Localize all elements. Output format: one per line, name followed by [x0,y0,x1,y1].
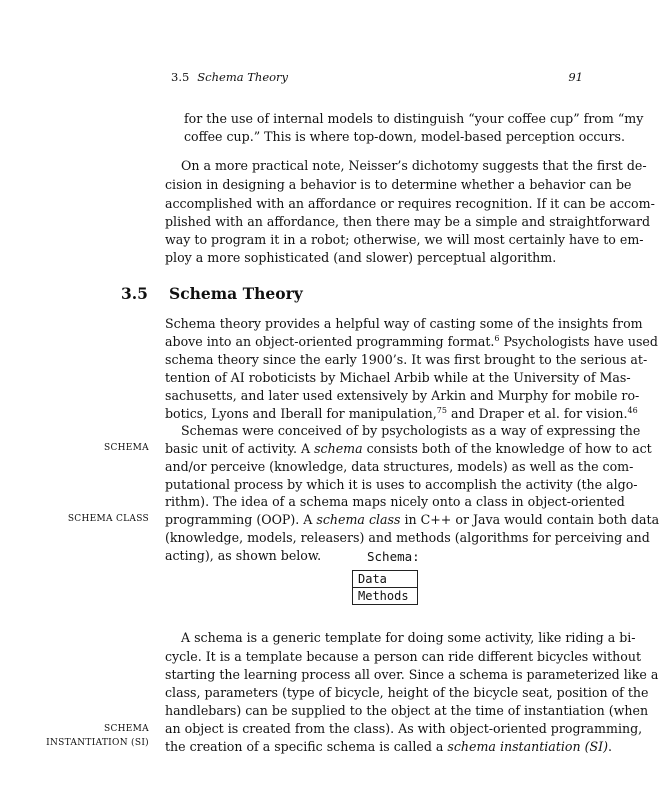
header-section: 3.5 Schema Theory [171,70,289,84]
text-line: plished with an affordance, then there may be a simple and straightforward [165,214,651,229]
margin-note-schema: SCHEMA [104,443,149,453]
text-line: On a more practical note, Neisser’s dichotomy suggests that the first de- [181,158,647,173]
text-line: accomplished with an affordance or requires recognition. If it can be accom- [165,196,655,211]
text-line: cycle. It is a template because a person can ride different bicycles without [165,649,642,664]
text-line: and/or perceive (knowledge, data structures, models) as well as the com- [165,459,634,474]
text-line: an object is created from the class). As with object-oriented programming, [165,721,643,736]
margin-note-schema-instantiation: SCHEMA [104,724,149,734]
text-line: handlebars) can be supplied to the object at the time of instantiation (when [165,703,649,718]
text-line: coffee cup.” This is where top-down, model-based perception occurs. [184,129,626,144]
text-line: Schemas were conceived of by psychologists as a way of expressing the [181,423,641,438]
margin-note-schema-instantiation: INSTANTIATION (SI) [46,738,149,748]
page-number: 91 [568,70,583,84]
margin-note-schema-class: SCHEMA CLASS [67,514,149,524]
text-line: cision in designing a behavior is to determine whether a behavior can be [165,177,632,192]
text-line: above into an object-oriented programming format.$^6$ Psychologists have used [165,333,658,349]
text-line: rithm). The idea of a schema maps nicely onto a class in object-oriented [165,494,625,509]
schema-row-methods: Methods [353,587,417,604]
text-line: starting the learning process all over. Since a schema is parameterized like a [165,667,659,682]
text-line: class, parameters (type of bicycle, height of the bicycle seat, position of the [165,685,649,700]
text-line: the creation of a specific schema is called a schema instantiation (SI). [165,739,613,754]
text-line: putational process by which it is uses to accomplish the activity (the algo- [165,477,638,492]
text-line: programming (OOP). A schema class in C++ or Java would contain both data [165,512,659,527]
header-section-title: Schema Theory [197,70,289,84]
text-line: basic unit of activity. A schema consists both of the knowledge of how to act [165,441,652,456]
text-line: schema theory since the early 1900’s. It was first brought to the serious at- [165,352,648,367]
text-line: Schema theory provides a helpful way of casting some of the insights from [165,316,643,331]
text-line: sachusetts, and later used extensively by Arkin and Murphy for mobile ro- [165,388,640,403]
schema-diagram-box [352,570,418,605]
schema-row-data: Data [358,572,387,586]
section-heading [121,284,303,303]
section-number: 3.5 [121,284,148,303]
text-line: acting), as shown below. [165,548,322,563]
text-line: A schema is a generic template for doing some activity, like riding a bi- [181,630,636,645]
section-title: Schema Theory [169,284,303,303]
text-line: for the use of internal models to distinguish “your coffee cup” from “my [184,111,644,126]
text-line: (knowledge, models, releasers) and methods (algorithms for perceiving and [165,530,650,545]
running-header [171,70,583,86]
text-line: way to program it in a robot; otherwise, we will most certainly have to em- [165,232,644,247]
schema-diagram-label: Schema: [367,549,420,564]
text-line: tention of AI roboticists by Michael Arbib while at the University of Mas- [165,370,631,385]
text-line: ploy a more sophisticated (and slower) perceptual algorithm. [165,250,557,265]
text-line: botics, Lyons and Iberall for manipulation,$^{75}$ and Draper et al. for vision.$^{46}$ [165,405,638,421]
